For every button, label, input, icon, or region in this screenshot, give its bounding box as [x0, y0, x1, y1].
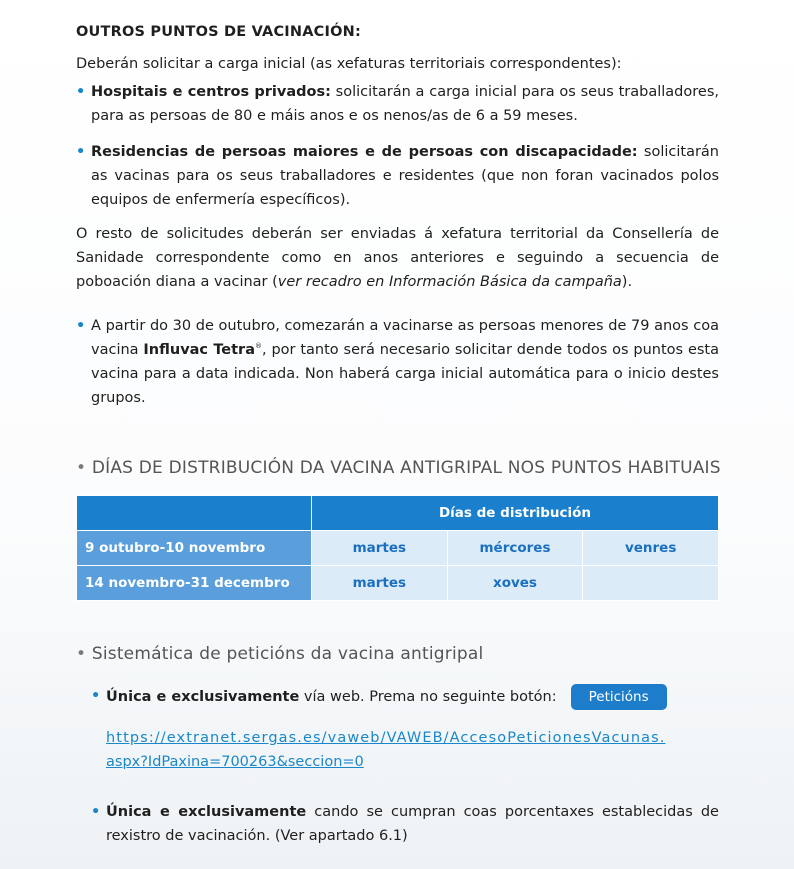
table-cell: mércores — [447, 531, 583, 566]
list-item-bold: Única e exclusivamente — [106, 804, 307, 820]
october-text-end: , por tanto será necesario solicitar dende todos os puntos esta vacina para a data indicada. Non haberá carga inicial automática para o inicio destes grupos. — [91, 342, 719, 406]
table-row — [77, 531, 719, 566]
requests-link[interactable] — [106, 726, 719, 774]
list-item — [91, 684, 719, 710]
initial-load-list — [76, 80, 719, 212]
october-note — [76, 314, 719, 410]
bullet-icon: • — [76, 318, 86, 334]
rest-text: O resto de solicitudes deberán ser enviadas á xefatura territorial da Consellería de Sanidade correspondente como en anos anteriores e seguindo a secuencia de poboación diana a vacinar ( — [76, 226, 719, 290]
table-header-blank — [77, 496, 312, 531]
section-title: OUTROS PUNTOS DE VACINACIÓN: — [76, 24, 361, 40]
list-item-text: vía web. Prema no seguinte botón: — [299, 689, 557, 705]
bullet-icon: • — [76, 144, 86, 160]
bullet-icon: • — [91, 804, 101, 820]
list-item-bold: Única e exclusivamente — [106, 689, 300, 705]
requests-link-line1[interactable]: https://extranet.sergas.es/vaweb/VAWEB/AccesoPeticionesVacunas. — [106, 730, 666, 746]
requests-item-registry — [91, 800, 719, 848]
intro-text: Deberán solicitar a carga inicial (as xefaturas territoriais correspondentes): — [76, 56, 622, 72]
table-header-row — [77, 496, 719, 531]
peticions-button[interactable]: Peticións — [571, 684, 667, 710]
registered-mark: ® — [255, 342, 262, 351]
bullet-icon: • — [91, 688, 101, 704]
distribution-heading-text: DÍAS DE DISTRIBUCIÓN DA VACINA ANTIGRIPAL NOS PUNTOS HABITUAIS — [91, 458, 721, 478]
list-item-bold: Residencias de persoas maiores e de persoas con discapacidade: — [91, 144, 638, 160]
table-row-label: 9 outubro-10 novembro — [77, 531, 312, 566]
requests-link-line2[interactable]: aspx?IdPaxina=700263&seccion=0 — [106, 754, 364, 770]
list-item — [76, 80, 719, 128]
requests-heading-text: Sistemática de peticións da vacina antigripal — [91, 644, 484, 664]
distribution-table — [76, 495, 719, 601]
table-cell: xoves — [447, 566, 583, 601]
bullet-icon: • — [76, 458, 92, 478]
table-row-label: 14 novembro-31 decembro — [77, 566, 312, 601]
table-cell: martes — [312, 531, 448, 566]
list-item — [91, 800, 719, 848]
rest-text-end: ). — [621, 274, 633, 290]
rest-requests-text — [76, 222, 719, 294]
table-cell — [583, 566, 719, 601]
distribution-heading — [76, 458, 721, 478]
requests-item-web — [91, 684, 719, 710]
list-item-text: solicitarán as vacinas para os seus traballadores e residentes (que non foran vacinados polos equipos de enfermería específicos). — [91, 144, 719, 208]
list-item-bold: Hospitais e centros privados: — [91, 84, 331, 100]
bullet-icon: • — [76, 84, 86, 100]
table-header: Días de distribución — [312, 496, 719, 531]
october-text: A partir do 30 de outubro, comezarán a vacinarse as persoas menores de 79 anos coa vacina — [91, 318, 719, 358]
table-cell: martes — [312, 566, 448, 601]
rest-italic-note: ver recadro en Información Básica da campaña — [277, 274, 622, 290]
bullet-icon: • — [76, 644, 92, 664]
list-item — [76, 140, 719, 212]
vaccine-name: Influvac Tetra — [143, 342, 255, 358]
table-cell: venres — [583, 531, 719, 566]
list-item — [76, 314, 719, 410]
list-item-text: solicitarán a carga inicial para os seus traballadores, para as persoas de 80 e máis anos e os nenos/as de 6 a 59 meses. — [91, 84, 719, 124]
list-item-text: cando se cumpran coas porcentaxes establecidas de rexistro de vacinación. (Ver apartado 6.1) — [106, 804, 719, 844]
table-row — [77, 566, 719, 601]
requests-heading — [76, 644, 483, 664]
